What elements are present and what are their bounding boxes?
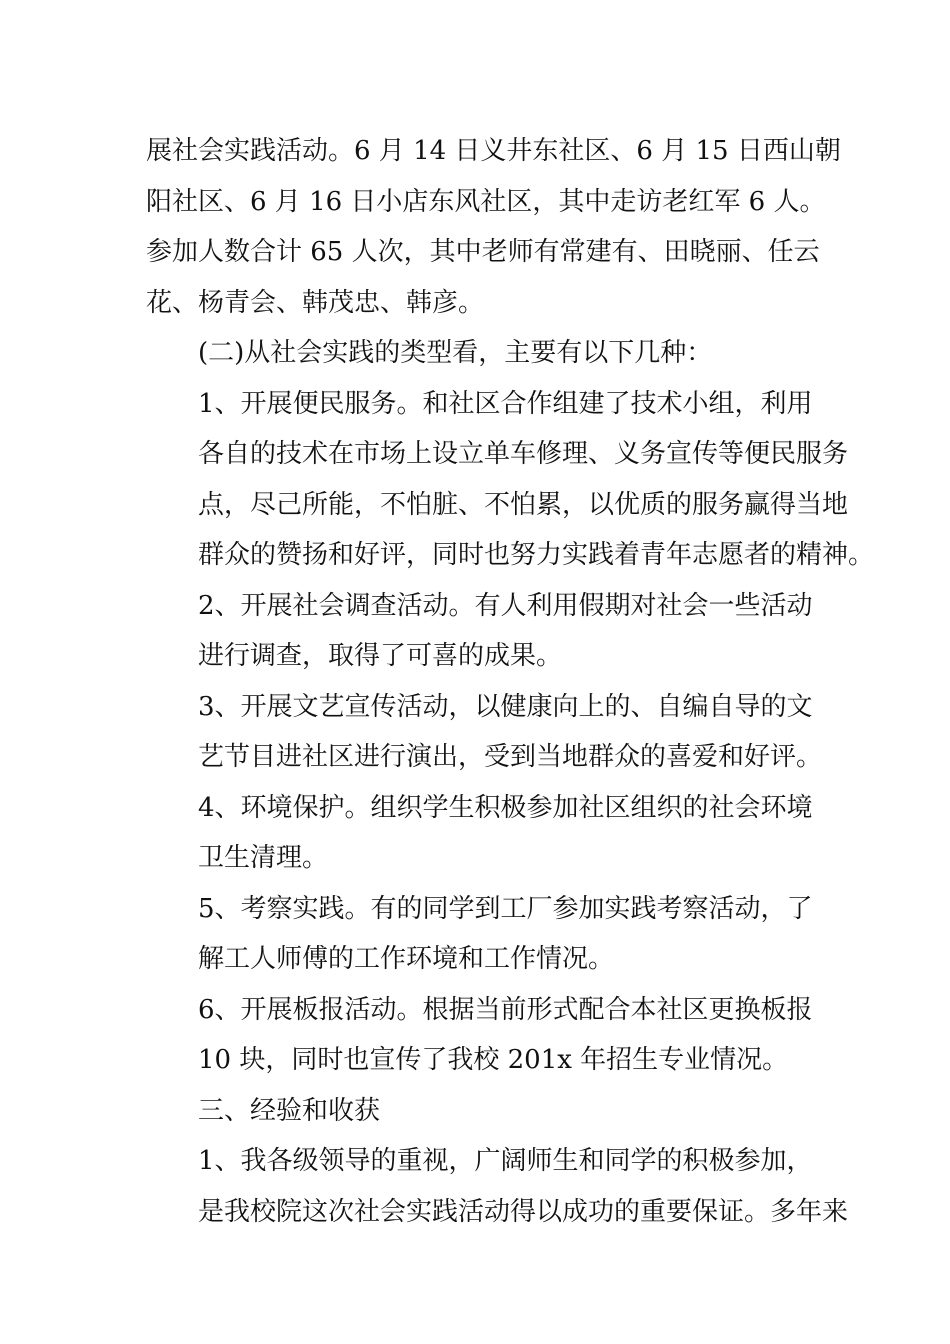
paragraph <box>146 783 813 884</box>
text-line: 是我校院这次社会实践活动得以成功的重要保证。多年来 <box>198 1196 849 1227</box>
text-line: 2、开展社会调查活动。有人利用假期对社会一些活动 <box>198 590 813 621</box>
text-line: 1、开展便民服务。和社区合作组建了技术小组，利用 <box>198 388 813 419</box>
paragraph <box>146 985 813 1086</box>
text-line: 花、杨青会、韩茂忠、韩彦。 <box>146 287 485 318</box>
text-line: 卫生清理。 <box>198 843 329 873</box>
text-line: 6、开展板报活动。根据当前形式配合本社区更换板报 <box>198 994 813 1025</box>
text-line: 4、环境保护。组织学生积极参加社区组织的社会环境 <box>198 792 813 823</box>
paragraph <box>146 379 875 581</box>
text-line: 展社会实践活动。6 月 14 日义井东社区、6 月 15 日西山朝 <box>146 136 841 166</box>
text-line: 10 块，同时也宣传了我校 201x 年招生专业情况。 <box>198 1045 789 1075</box>
text-line: (二)从社会实践的类型看，主要有以下几种： <box>198 338 713 368</box>
document-body <box>146 126 875 1237</box>
text-line: 点，尽己所能，不怕脏、不怕累，以优质的服务赢得当地 <box>198 489 849 520</box>
paragraph <box>146 581 813 682</box>
text-line: 进行调查，取得了可喜的成果。 <box>198 641 563 671</box>
paragraph <box>146 884 813 985</box>
text-line: 解工人师傅的工作环境和工作情况。 <box>198 944 615 974</box>
text-line: 3、开展文艺宣传活动，以健康向上的、自编自导的文 <box>198 691 813 722</box>
text-line: 各自的技术在市场上设立单车修理、义务宣传等便民服务 <box>198 439 849 469</box>
text-line: 5、考察实践。有的同学到工厂参加实践考察活动，了 <box>198 893 813 924</box>
text-line: 参加人数合计 65 人次，其中老师有常建有、田晓丽、任云 <box>146 237 820 267</box>
text-line: 三、经验和收获 <box>198 1095 381 1126</box>
text-line: 阳社区、6 月 16 日小店东风社区，其中走访老红军 6 人。 <box>146 186 826 217</box>
paragraph <box>146 1086 806 1137</box>
text-line: 群众的赞扬和好评，同时也努力实践着青年志愿者的精神。 <box>198 540 875 570</box>
paragraph <box>146 682 823 783</box>
text-line: 艺节目进社区进行演出，受到当地群众的喜爱和好评。 <box>198 742 823 772</box>
text-line: 1、我各级领导的重视，广阔师生和同学的积极参加， <box>198 1146 813 1176</box>
paragraph <box>146 328 806 379</box>
paragraph <box>146 126 841 328</box>
paragraph <box>146 1136 849 1237</box>
